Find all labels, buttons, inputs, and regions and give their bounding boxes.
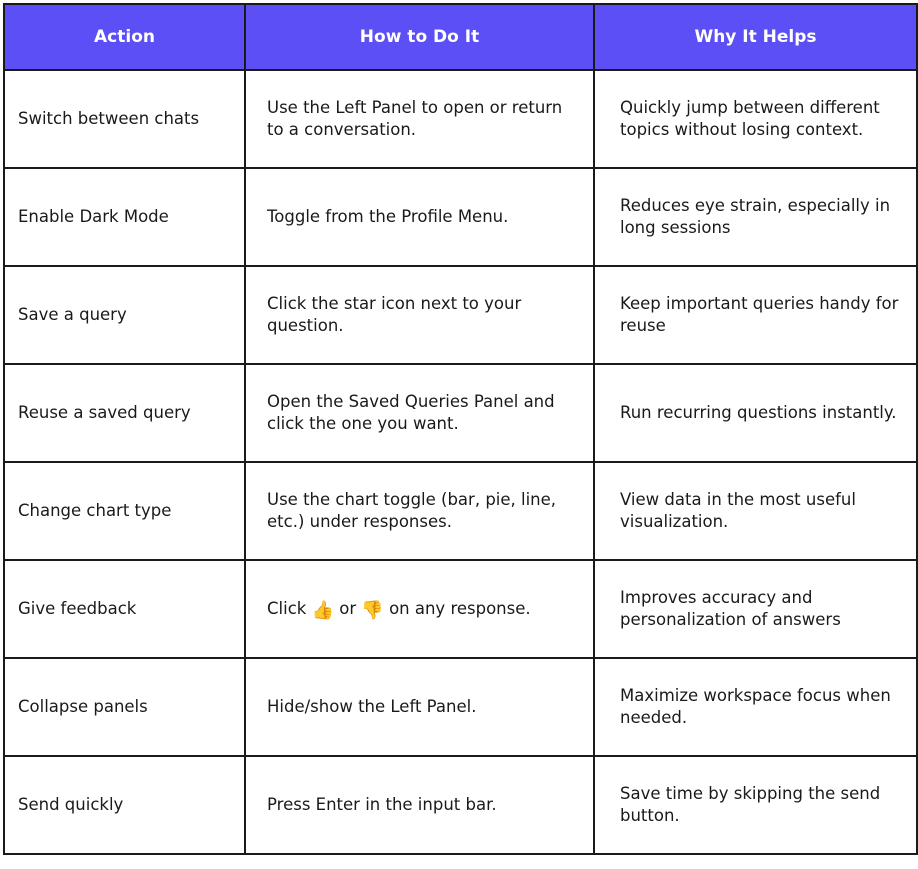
how-cell: Click the star icon next to your question. [245, 266, 594, 364]
action-cell: Reuse a saved query [4, 364, 245, 462]
how-prefix: Click [267, 599, 307, 618]
how-cell: Open the Saved Queries Panel and click the one you want. [245, 364, 594, 462]
why-cell: Maximize workspace focus when needed. [594, 658, 917, 756]
how-cell: Use the chart toggle (bar, pie, line, etc.) under responses. [245, 462, 594, 560]
table-row [4, 168, 917, 266]
action-cell: Save a query [4, 266, 245, 364]
action-cell: Collapse panels [4, 658, 245, 756]
action-cell: Change chart type [4, 462, 245, 560]
how-cell [245, 560, 594, 658]
why-cell: Reduces eye strain, especially in long sessions [594, 168, 917, 266]
thumbs-down-icon: 👎 [361, 600, 384, 621]
table-row [4, 266, 917, 364]
table-row [4, 364, 917, 462]
thumbs-up-icon: 👍 [311, 600, 334, 621]
header-how-to-do-it: How to Do It [245, 4, 594, 70]
table-row [4, 70, 917, 168]
how-cell: Press Enter in the input bar. [245, 756, 594, 854]
action-cell: Enable Dark Mode [4, 168, 245, 266]
table-row [4, 658, 917, 756]
why-cell: Run recurring questions instantly. [594, 364, 917, 462]
action-cell: Send quickly [4, 756, 245, 854]
why-cell: Save time by skipping the send button. [594, 756, 917, 854]
how-or: or [339, 599, 357, 618]
header-action: Action [4, 4, 245, 70]
why-cell: View data in the most useful visualization. [594, 462, 917, 560]
how-cell: Use the Left Panel to open or return to a conversation. [245, 70, 594, 168]
why-cell: Keep important queries handy for reuse [594, 266, 917, 364]
action-cell: Switch between chats [4, 70, 245, 168]
why-cell: Quickly jump between different topics without losing context. [594, 70, 917, 168]
how-suffix: on any response. [389, 599, 531, 618]
why-cell: Improves accuracy and personalization of answers [594, 560, 917, 658]
action-cell: Give feedback [4, 560, 245, 658]
table-header-row [4, 4, 917, 70]
tips-table [3, 3, 918, 855]
table-row [4, 560, 917, 658]
header-why-it-helps: Why It Helps [594, 4, 917, 70]
table-row [4, 756, 917, 854]
how-cell: Hide/show the Left Panel. [245, 658, 594, 756]
how-cell: Toggle from the Profile Menu. [245, 168, 594, 266]
table-row [4, 462, 917, 560]
